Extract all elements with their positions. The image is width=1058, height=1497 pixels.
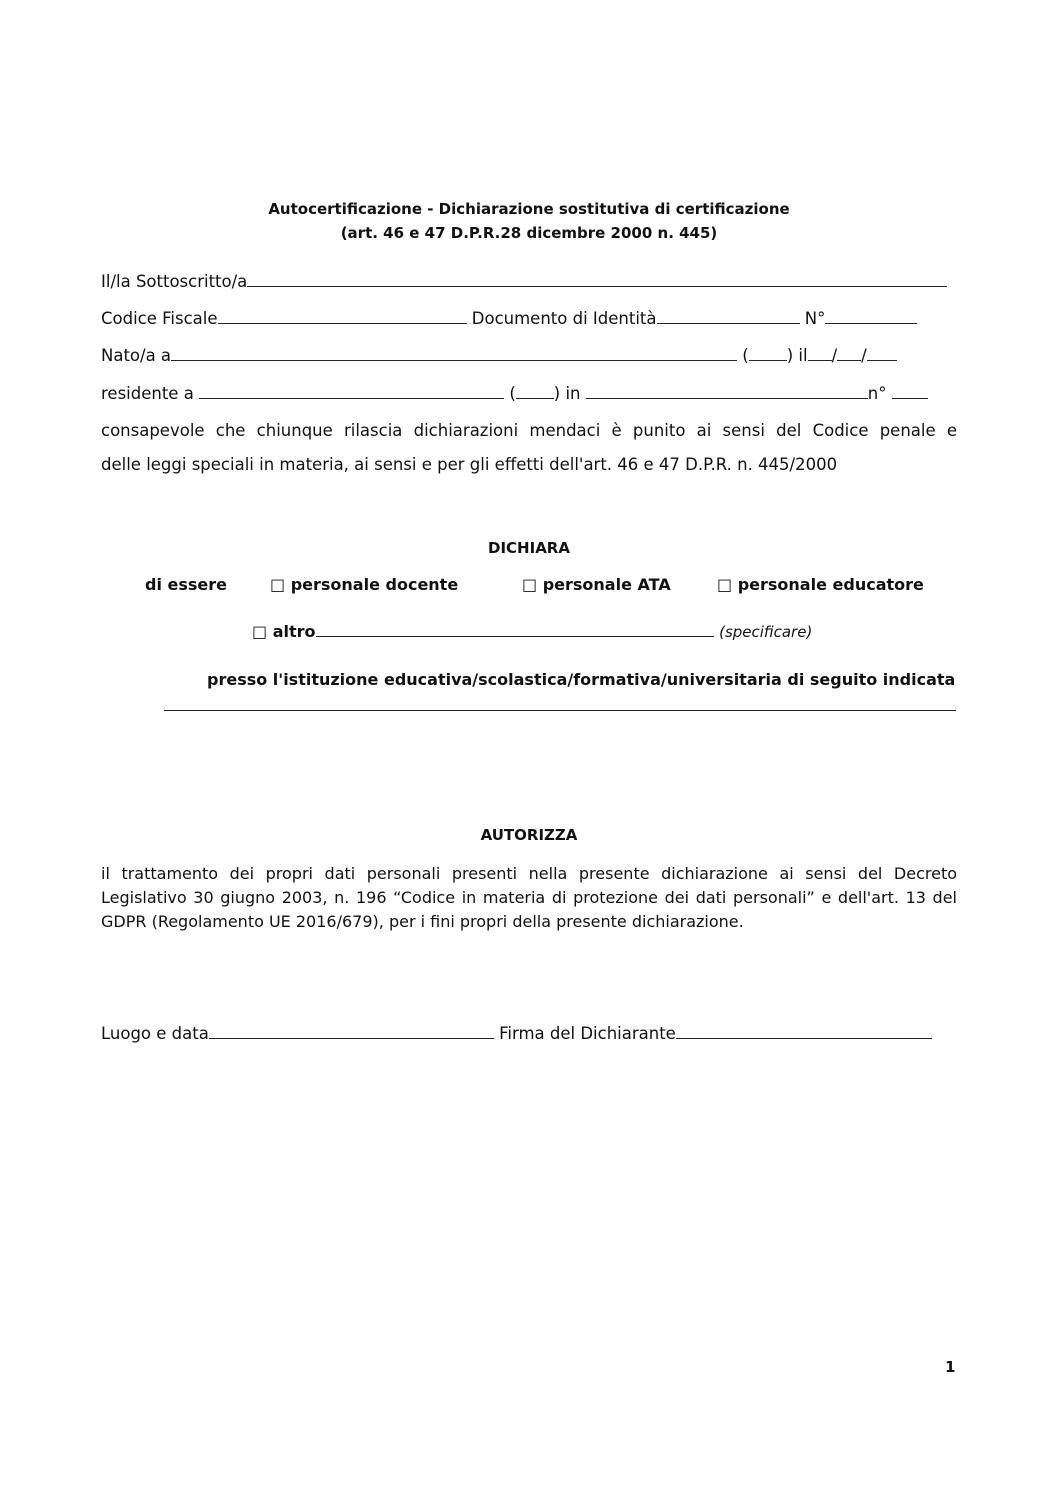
document-title-line2: (art. 46 e 47 D.P.R.28 dicembre 2000 n. 445) — [340, 224, 718, 242]
row-codice-fiscale — [101, 309, 917, 328]
firma-label: Firma del Dichiarante — [499, 1024, 676, 1043]
option-label: personale docente — [290, 575, 459, 594]
document-title-line1: Autocertificazione - Dichiarazione sostitutiva di certificazione — [268, 200, 790, 218]
residente-field[interactable] — [199, 384, 504, 399]
di-essere-label: di essere — [145, 575, 227, 594]
indirizzo-field[interactable] — [586, 384, 868, 399]
option-personale-ata[interactable] — [522, 575, 671, 594]
paren-close-2: ) — [553, 384, 561, 403]
codice-fiscale-label: Codice Fiscale — [101, 309, 218, 328]
option-personale-educatore[interactable] — [717, 575, 924, 594]
nato-label: Nato/a a — [101, 346, 172, 365]
data-giorno-field[interactable] — [808, 346, 832, 361]
option-label: personale educatore — [737, 575, 924, 594]
sottoscritto-label: Il/la Sottoscritto/a — [101, 272, 248, 291]
data-mese-field[interactable] — [837, 346, 861, 361]
row-signature — [101, 1024, 932, 1043]
documento-field[interactable] — [657, 309, 800, 324]
row-sottoscritto — [101, 272, 947, 291]
il-label: il — [798, 346, 808, 365]
checkbox-icon[interactable]: □ — [717, 575, 733, 594]
altro-field[interactable] — [316, 623, 714, 637]
autorizza-heading: AUTORIZZA — [480, 826, 578, 844]
civico-label: n° — [867, 384, 887, 403]
option-label: personale ATA — [542, 575, 671, 594]
nato-provincia-field[interactable] — [749, 346, 787, 361]
option-personale-docente[interactable] — [270, 575, 458, 594]
row-nato — [101, 346, 897, 365]
paren-close: ) — [786, 346, 794, 365]
slash-2: / — [861, 346, 867, 365]
residente-label: residente a — [101, 384, 194, 403]
checkbox-icon[interactable]: □ — [252, 622, 268, 641]
row-residente — [101, 384, 928, 403]
paren-open-2: ( — [509, 384, 516, 403]
checkbox-icon[interactable]: □ — [270, 575, 286, 594]
luogo-label: Luogo e data — [101, 1024, 209, 1043]
consapevole-line2: delle leggi speciali in materia, ai sensi e per gli effetti dell'art. 46 e 47 D.P.R. n. 445/2000 — [101, 455, 838, 474]
option-label: altro — [272, 622, 316, 641]
autorizza-text: il trattamento dei propri dati personali presenti nella presente dichiarazione ai sensi del Decreto Legislativo 30 giugno 2003, n. 196 “Codice in materia di protezione dei dati personali” e dell'art. 13 del GDPR (Regolamento UE 2016/679), per i fini propri della presente dichiarazione. — [101, 864, 957, 931]
option-altro[interactable] — [252, 622, 812, 641]
nato-field[interactable] — [171, 346, 737, 361]
page-number: 1 — [945, 1358, 956, 1376]
sottoscritto-field[interactable] — [247, 272, 947, 287]
numero-label: N° — [804, 309, 826, 328]
slash-1: / — [831, 346, 838, 365]
data-anno-field[interactable] — [867, 346, 897, 361]
checkbox-icon[interactable]: □ — [522, 575, 538, 594]
documento-label: Documento di Identità — [471, 309, 657, 328]
specificare-label: (specificare) — [719, 623, 813, 641]
residente-provincia-field[interactable] — [516, 384, 554, 399]
civico-field[interactable] — [892, 384, 928, 399]
firma-field[interactable] — [676, 1024, 932, 1039]
consapevole-line1: consapevole che chiunque rilascia dichiarazioni mendaci è punito ai sensi del Codice penale e — [101, 421, 957, 440]
codice-fiscale-field[interactable] — [218, 309, 467, 324]
numero-field[interactable] — [825, 309, 917, 324]
luogo-field[interactable] — [209, 1024, 494, 1039]
istituzione-field[interactable] — [164, 710, 956, 711]
in-label: in — [565, 384, 581, 403]
presso-text: presso l'istituzione educativa/scolastica/formativa/universitaria di seguito indicata — [207, 670, 956, 689]
dichiara-heading: DICHIARA — [488, 539, 570, 557]
paren-open: ( — [742, 346, 749, 365]
